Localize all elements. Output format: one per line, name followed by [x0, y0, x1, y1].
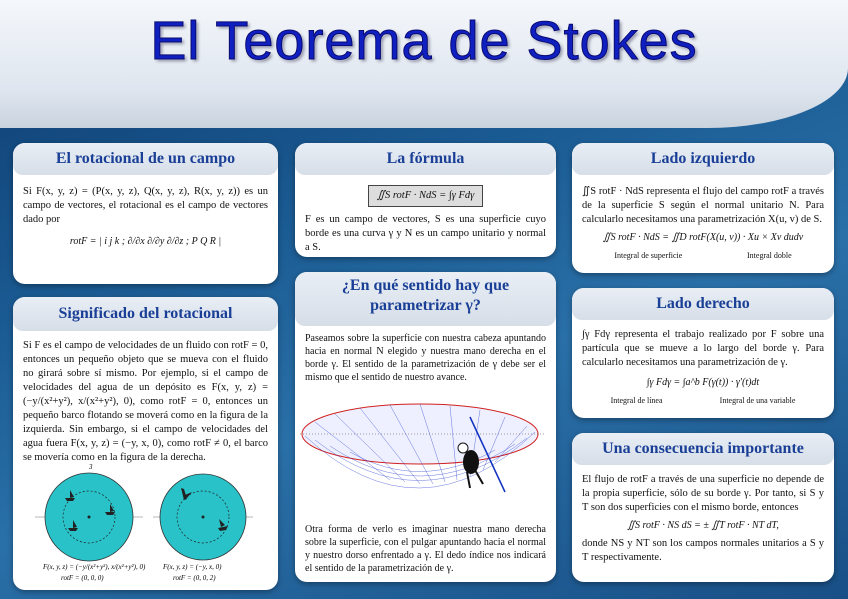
- right-vortex-figure: [153, 474, 253, 560]
- label-integral-linea: Integral de línea: [610, 396, 663, 405]
- panel-heading: El rotacional de un campo: [13, 143, 278, 175]
- panel-heading: La fórmula: [295, 143, 556, 175]
- vortex-figures: [13, 460, 278, 590]
- panel-heading: Una consecuencia importante: [572, 433, 834, 465]
- panel-lado-derecho: [572, 288, 834, 418]
- panel-heading: Lado derecho: [572, 288, 834, 320]
- panel-lado-izquierdo: [572, 143, 834, 273]
- panel-heading: [295, 272, 556, 326]
- consecuencia-text-after: donde NS y NT son los campos normales unitarios a S y T respectivamente.: [582, 538, 824, 563]
- formula-equation: ∬S rotF · NdS = ∫γ Fdγ: [368, 185, 484, 207]
- lado-der-equation: ∫γ Fdγ = ∫a^b F(γ(t)) · γ′(t)dt: [646, 377, 760, 388]
- surface-walker-figure: [295, 392, 556, 517]
- lado-izq-equation: ∬S rotF · NdS = ∬D rotF(X(u, v)) · Xu × Xv dudv: [602, 232, 804, 243]
- panel-formula: [295, 143, 556, 257]
- caption-right-field: F(x, y, z) = (−y, x, 0): [163, 563, 222, 571]
- consecuencia-equation: ∬S rotF · NS dS = ± ∬T rotF · NT dT,: [627, 520, 779, 531]
- page-title: El Teorema de Stokes: [150, 11, 698, 71]
- label-integral-superficie: Integral de superficie: [614, 251, 683, 260]
- significado-text: Si F es el campo de velocidades de un fluido con rotF = 0, entonces un pequeño objeto que se mueva con el fluido no girará sobre sí mismo. Por ejemplo, si el campo de velocidades del agua de un depósito es F(x, y, z) = (−y/(x²+y²), x/(x²+y²), 0), como rotF = 0, entonces un pequeño barco flotando se moverá como en la figura de la izquierda. Sin embargo, si el campo de velocidades del agua fuera F(x, y, z) = (−y, x, 0), como rotF ≠ 0, el barco se movería como en la figura de la derecha.: [23, 340, 268, 463]
- consecuencia-text: El flujo de rotF a través de una superficie no depende de la propia superficie, sólo de su borde γ. Por tanto, si S y T son dos superficies con el mismo borde, entonces: [582, 474, 824, 513]
- rotacional-text: Si F(x, y, z) = (P(x, y, z), Q(x, y, z), R(x, y, z)) es un campo de vectores, el rotacional es el campo de vectores dado por: [23, 186, 268, 225]
- panel-rotacional: [13, 143, 278, 284]
- panel-heading: Significado del rotacional: [13, 297, 278, 331]
- sentido-heading-line1: ¿En qué sentido hay que: [341, 277, 510, 294]
- caption-left-field: F(x, y, z) = (−y/(x²+y²), x/(x²+y²), 0): [43, 563, 146, 571]
- sentido-text-bottom: Otra forma de verlo es imaginar nuestra mano derecha sobre la superficie, con el pulgar apuntando hacia el normal y nuestro dorso enfrentado a γ. El dedo índice nos indicará el sentido de la parametrización de γ.: [305, 524, 546, 574]
- panel-sentido: [295, 272, 556, 582]
- lado-der-text: ∫γ Fdγ representa el trabajo realizado por F sobre una partícula que se mueve a lo largo del borde γ. Para calcularlo necesitamos una parametrización de γ.: [582, 329, 824, 368]
- sentido-heading-line2: parametrizar γ?: [370, 297, 481, 314]
- panel-significado: [13, 297, 278, 590]
- axis-label: 3: [89, 463, 93, 471]
- label-integral-doble: Integral doble: [747, 251, 792, 260]
- label-integral-variable: Integral de una variable: [719, 396, 796, 405]
- caption-left-rot: rotF = (0, 0, 0): [61, 574, 104, 582]
- rotacional-formula: rotF = | i j k ; ∂/∂x ∂/∂y ∂/∂z ; P Q R |: [69, 236, 222, 247]
- lado-izq-text: ∬S rotF · NdS representa el flujo del campo rotF a través de la superficie S según el normal unitario N. Para calcularlo necesitamos una parametrización X(u, v) de S.: [582, 186, 824, 225]
- left-vortex-figure: [35, 473, 143, 561]
- panel-consecuencia: [572, 433, 834, 582]
- formula-text: F es un campo de vectores, S es una superficie cuyo borde es una curva γ y N es un campo unitario y normal a S.: [305, 214, 546, 253]
- panel-heading: Lado izquierdo: [572, 143, 834, 175]
- caption-right-rot: rotF = (0, 0, 2): [173, 574, 216, 582]
- sentido-text-top: Paseamos sobre la superficie con nuestra cabeza apuntando hacia en normal N elegido y nuestra mano derecha en el borde γ. El sentido de la parametrización de γ debe ser el mismo que el sentido de nuestro avance.: [305, 333, 546, 383]
